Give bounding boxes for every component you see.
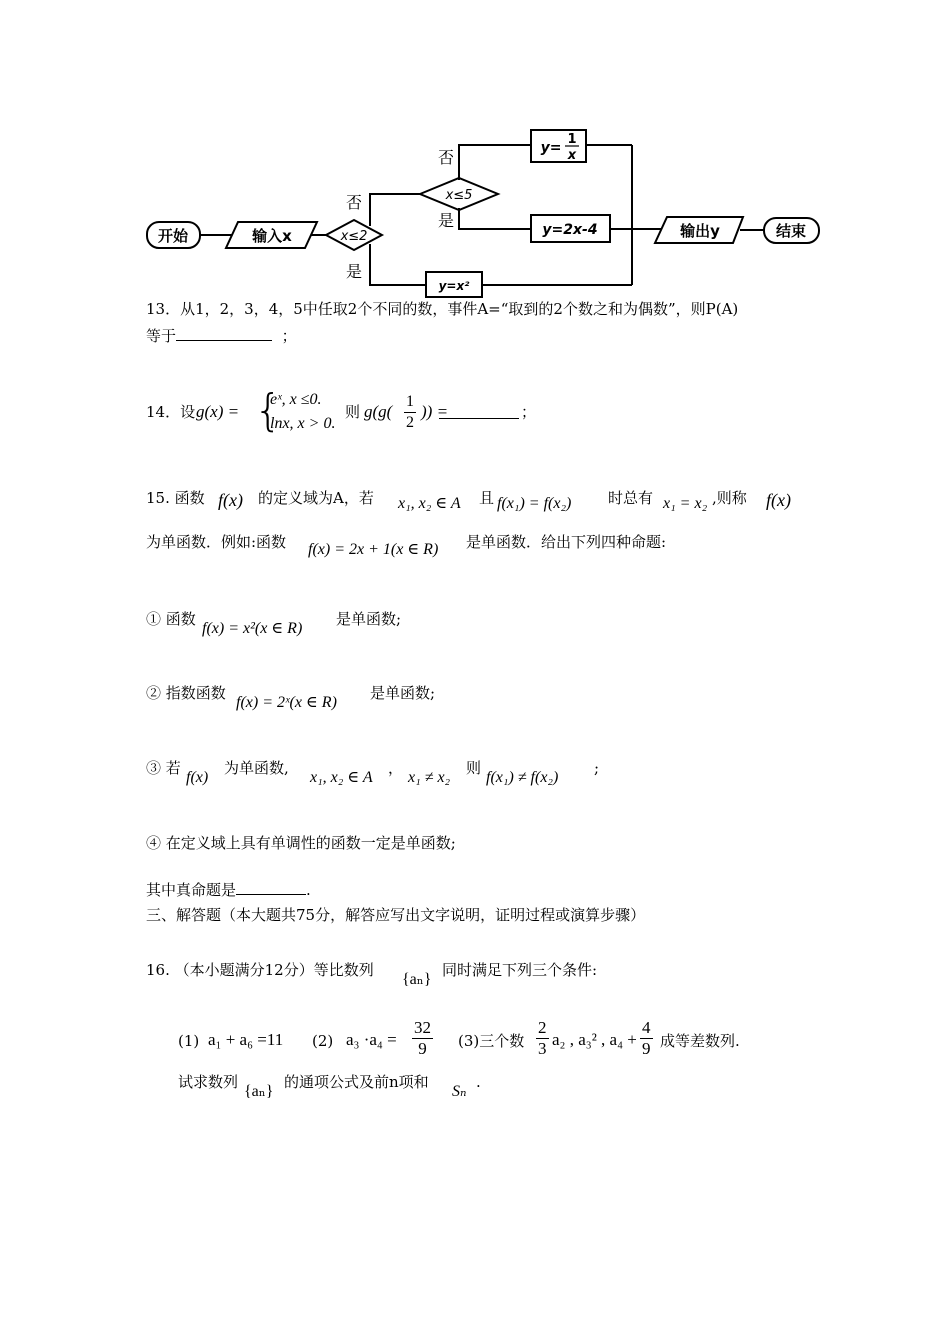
q14-case2: lnx, x > 0. — [270, 415, 336, 432]
q16-c3-den1: 3 — [538, 1039, 547, 1058]
q14-frac-den: 2 — [406, 414, 414, 431]
q15-l2b: 是单函数．给出下列四种命题: — [466, 533, 667, 551]
q16-c2-num: 32 — [414, 1018, 431, 1037]
q14-frac — [404, 392, 416, 433]
q16-ask-end: . — [476, 1073, 481, 1091]
q14-rhs-end: )) = — [421, 402, 449, 421]
recip-den: x — [567, 148, 577, 163]
q16-seq: {aₙ} — [402, 971, 432, 988]
recip-num: 1 — [567, 132, 577, 147]
section3-heading: 三、解答题（本大题共75分，解答应写出文字说明，证明过程或演算步骤） — [146, 906, 646, 924]
q16-c3-label: (3)三个数 — [458, 1032, 525, 1050]
q16-c3-frac2 — [640, 1018, 653, 1059]
q16-c1-label: (1) — [178, 1032, 200, 1050]
end-label: 结束 — [775, 222, 807, 240]
q15-item3a: ③ 若 — [146, 759, 181, 777]
q14-suffix: ； — [521, 403, 537, 421]
q16-c2-pre: a₃ ·a₄ = — [346, 1030, 397, 1049]
q14-rhs: g(g( — [364, 402, 393, 421]
q14-label: 14．设 — [146, 403, 196, 421]
q14-brace: { — [254, 385, 282, 436]
cond2-label: x≤5 — [445, 188, 473, 203]
q14-case1: eˣ, x ≤0. — [270, 391, 322, 408]
q16-c3-frac1 — [536, 1018, 549, 1059]
q15-answer-prefix: 其中真命题是 — [146, 881, 237, 899]
q16-ask-sn: Sₙ — [452, 1083, 467, 1100]
recip-prefix: y= — [540, 140, 562, 156]
q14-lhs: g(x) = — [196, 402, 240, 421]
q16-ask-mid: 的通项公式及前n项和 — [284, 1073, 429, 1091]
q16-c3-num1: 2 — [538, 1018, 547, 1037]
q15-item3 — [146, 758, 626, 788]
flowchart — [0, 0, 950, 300]
q15-item3c: ， — [388, 759, 404, 777]
no2-label: 否 — [438, 148, 455, 167]
q15-item2b: 是单函数; — [370, 684, 436, 702]
q16-c3-end: 成等差数列. — [660, 1032, 740, 1050]
q15-item3d: 则 — [466, 759, 482, 777]
q16-stem — [146, 960, 646, 992]
q15-item3m3: x₁ ≠ x₂ — [408, 769, 451, 786]
q15-item2a: ② 指数函数 — [146, 684, 226, 702]
no1-label: 否 — [346, 193, 363, 212]
q15-item3m4: f(x₁) ≠ f(x₂) — [486, 769, 559, 786]
q15-fx2: f(x) — [766, 490, 791, 510]
q15-eq: f(x₁) = f(x₂) — [497, 495, 572, 512]
q14-answer-blank — [439, 404, 519, 419]
q15-p5: ,则称 — [712, 489, 747, 507]
output-label: 输出y — [680, 222, 720, 240]
q15-item3b: 为单函数, — [224, 759, 289, 777]
q15-fx: f(x) — [218, 490, 243, 510]
q15-answer — [146, 880, 311, 900]
q16-c3-den2: 9 — [642, 1039, 651, 1058]
q14-then: 则 — [345, 403, 361, 421]
q16-conditions — [178, 1016, 778, 1068]
q14-frac-num: 1 — [404, 392, 416, 413]
q16-c2-label: (2) — [312, 1032, 334, 1050]
q15-item1m: f(x) = x²(x ∈ R) — [202, 620, 303, 637]
q13-line2 — [146, 326, 297, 346]
q15-item4: ④ 在定义域上具有单调性的函数一定是单函数; — [146, 834, 456, 852]
q15-p3: 且 — [479, 489, 495, 507]
q15-item2 — [146, 683, 546, 713]
q13-line1: 13．从1，2，3，4，5中任取2个不同的数，事件A=“取到的2个数之和为偶数”，则P(A) — [146, 300, 739, 318]
q15-p2: 的定义域为A，若 — [258, 489, 374, 507]
q13-prefix: 等于 — [146, 327, 177, 345]
q13-suffix: ； — [281, 327, 297, 345]
q16-c2-frac — [412, 1018, 433, 1059]
q15-p1: 15. 函数 — [146, 489, 205, 507]
q15-p4: 时总有 — [608, 489, 654, 507]
q15-l2a: 为单函数．例如:函数 — [146, 533, 287, 551]
linear-label: y=2x-4 — [542, 222, 598, 238]
input-label: 输入x — [252, 227, 292, 245]
q15-item3m1: f(x) — [186, 769, 209, 786]
q16-c2-den: 9 — [418, 1039, 427, 1058]
square-label: y=x² — [438, 279, 470, 293]
q15-item2m: f(x) = 2ˣ(x ∈ R) — [236, 694, 337, 711]
q15-example: f(x) = 2x + 1(x ∈ R) — [308, 541, 439, 558]
cond1-label: x≤2 — [340, 229, 368, 244]
q15-item1a: ① 函数 — [146, 610, 196, 628]
q16-label: 16. （本小题满分12分）等比数列 — [146, 961, 374, 979]
q16-after: 同时满足下列三个条件: — [442, 961, 598, 979]
q16-c1: a₁ + a₆ =11 — [208, 1030, 284, 1049]
q15-item3e: ; — [594, 759, 600, 777]
q16-ask-pre: 试求数列 — [178, 1073, 239, 1091]
q15-item1b: 是单函数; — [336, 610, 402, 628]
q15-answer-suffix: . — [306, 881, 311, 899]
q13-answer-blank — [176, 326, 272, 341]
q16-c3-mid: a₂ , a₃² , a₄ + — [552, 1030, 637, 1049]
q16-ask-seq: {aₙ} — [244, 1083, 274, 1100]
q15-item1 — [146, 609, 546, 639]
q15-eq2: x₁ = x₂ — [663, 495, 708, 512]
q16-c3-num2: 4 — [642, 1018, 651, 1037]
q15-cond: x₁, x₂ ∈ A — [398, 495, 461, 512]
q15-line1 — [146, 488, 816, 518]
q15-answer-blank — [236, 880, 306, 895]
q15-line2 — [146, 532, 746, 562]
yes2-label: 是 — [438, 211, 455, 230]
start-label: 开始 — [157, 227, 189, 245]
q16-ask — [178, 1072, 578, 1104]
q15-item3m2: x₁, x₂ ∈ A — [310, 769, 373, 786]
yes1-label: 是 — [346, 262, 363, 281]
